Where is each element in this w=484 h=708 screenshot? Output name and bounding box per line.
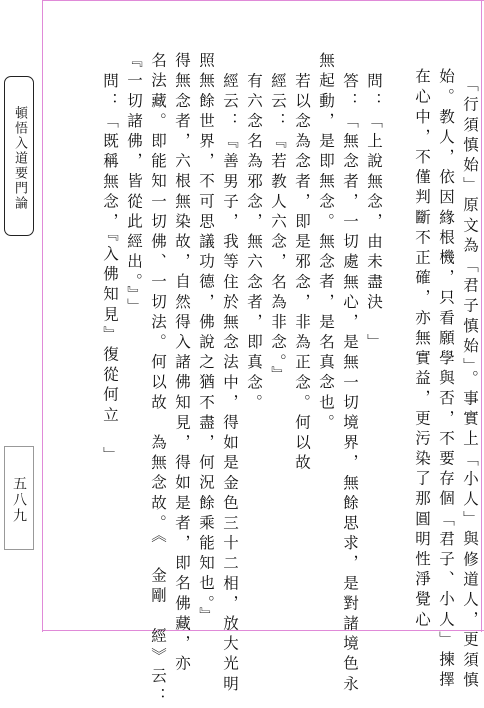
text-column-7: 無起動，是即無念。無念者，是名真念也。 — [317, 52, 335, 434]
text-column-9: 經云：『若教人六念，名為非念。』 — [269, 32, 287, 387]
text-column-1: 「行須慎始」原文為「君子慎始」。事實上「小人」與修道人，更須慎 — [461, 76, 479, 692]
text-column-5: 問：「上說無念，由未盡決 」 — [365, 32, 383, 354]
page-border-right — [481, 0, 482, 632]
page-border-left — [42, 0, 43, 632]
text-column-14: 名法藏。即能知一切佛、一切法。何以故 為無念故。《 金剛 經》云： — [149, 52, 167, 708]
text-column-12: 照無餘世界，不可思議功德，佛說之猶不盡，何況餘乘能知也。』 — [197, 52, 215, 628]
text-column-10: 有六念名為邪念，無六念者，即真念。 — [245, 32, 263, 414]
book-title: 頓悟入道要門論 — [4, 76, 34, 236]
text-column-11: 經云：『善男子，我等住於無念法中，得如是金色三十二相，放大光明 — [221, 32, 239, 696]
page-border-top — [42, 0, 484, 1]
vertical-text-body — [46, 32, 479, 708]
text-column-16: 問：「既稱無念，『入佛知見』復從何立 」 — [101, 32, 119, 467]
text-column-13: 得無念者，六根無染故，自然得入諸佛知見，得如是者，即名佛藏，亦 — [173, 52, 191, 676]
text-column-8: 若以念為念者，即是邪念，非為正念。何以故 — [293, 32, 311, 475]
text-column-15: 『一切諸佛，皆從此經出。』」 — [125, 52, 143, 318]
text-column-3: 在心中，不僅判斷不正確，亦無實益，更污染了那圓明性淨覺心 — [413, 68, 431, 631]
page-number: 五八九 — [11, 476, 27, 524]
text-column-2: 始。教人，依因緣根機，只看願學與否，不要存個「君子、小人」揀擇 — [437, 68, 455, 692]
text-column-6: 答：「無念者，一切處無心，是無一切境界，無餘思求，是對諸境色永 — [341, 32, 359, 696]
